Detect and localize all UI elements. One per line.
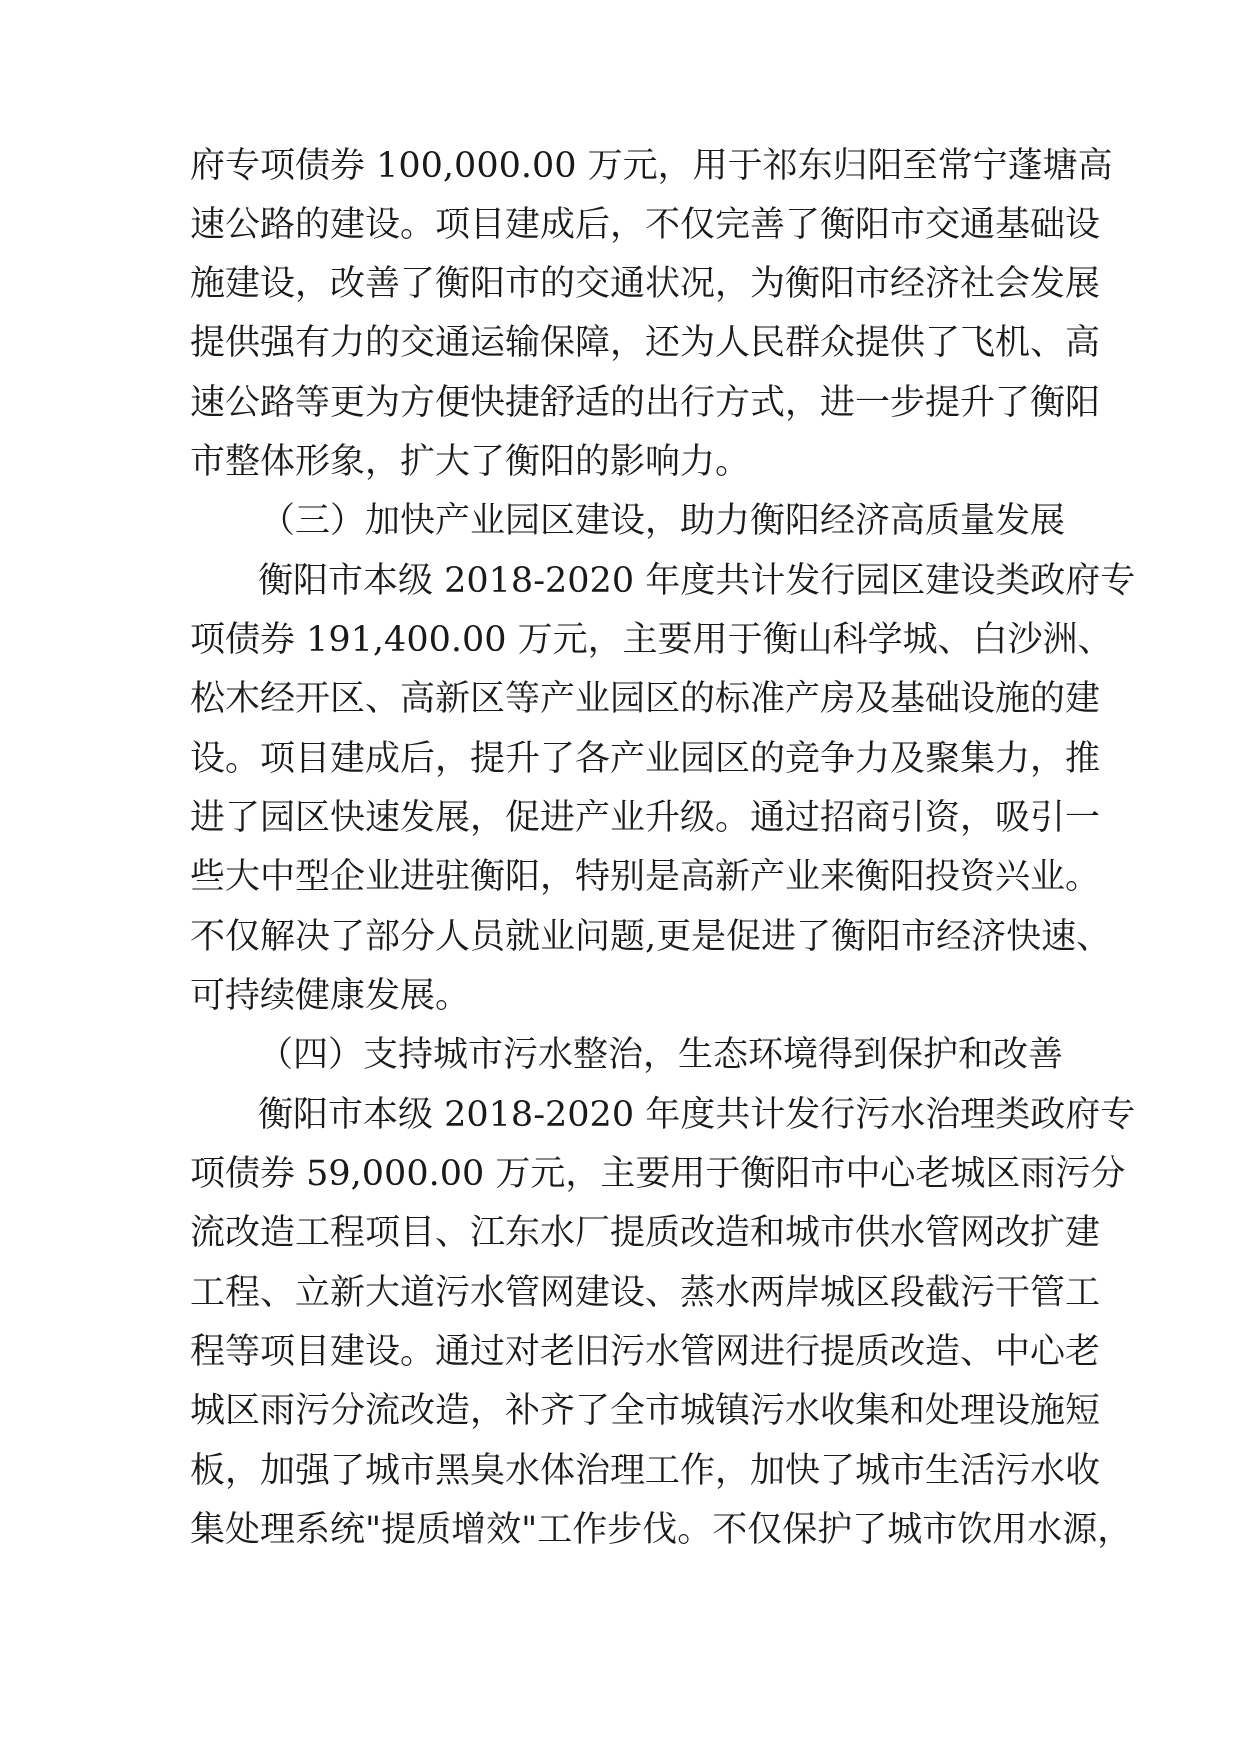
text-line: 松木经开区、高新区等产业园区的标准产房及基础设施的建: [190, 679, 1101, 719]
text-line: 速公路等更为方便快捷舒适的出行方式，进一步提升了衡阳: [190, 383, 1101, 423]
text-line: 施建设，改善了衡阳市的交通状况，为衡阳市经济社会发展: [190, 264, 1101, 304]
text-line: 些大中型企业进驻衡阳，特别是高新产业来衡阳投资兴业。: [190, 857, 1101, 897]
text-line: 流改造工程项目、江东水厂提质改造和城市供水管网改扩建: [190, 1213, 1101, 1253]
section-heading: （三）加快产业园区建设，助力衡阳经济高质量发展: [260, 501, 1066, 541]
text-line: 集处理系统"提质增效"工作步伐。不仅保护了城市饮用水源，: [190, 1510, 1133, 1550]
text-line: 速公路的建设。项目建成后，不仅完善了衡阳市交通基础设: [190, 205, 1101, 245]
text-line: 可持续健康发展。: [190, 976, 471, 1016]
text-line: 衡阳市本级 2018-2020 年度共计发行污水治理类政府专: [258, 1095, 1136, 1135]
text-line: 设。项目建成后，提升了各产业园区的竞争力及聚集力，推: [190, 739, 1101, 779]
text-line: 程等项目建设。通过对老旧污水管网进行提质改造、中心老: [190, 1332, 1101, 1372]
text-line: 进了园区快速发展，促进产业升级。通过招商引资，吸引一: [190, 798, 1101, 838]
section-heading: （四）支持城市污水整治，生态环境得到保护和改善: [258, 1035, 1064, 1075]
text-line: 不仅解决了部分人员就业问题,更是促进了衡阳市经济快速、: [190, 917, 1112, 957]
text-line: 板，加强了城市黑臭水体治理工作，加快了城市生活污水收: [190, 1451, 1101, 1491]
text-line: 衡阳市本级 2018-2020 年度共计发行园区建设类政府专: [258, 561, 1136, 601]
text-line: 市整体形象，扩大了衡阳的影响力。: [190, 442, 751, 482]
text-line: 工程、立新大道污水管网建设、蒸水两岸城区段截污干管工: [190, 1273, 1101, 1313]
text-line: 府专项债券 100,000.00 万元，用于祁东归阳至常宁蓬塘高: [190, 146, 1113, 186]
text-line: 提供强有力的交通运输保障，还为人民群众提供了飞机、高: [190, 323, 1101, 363]
text-line: 项债券 191,400.00 万元，主要用于衡山科学城、白沙洲、: [190, 620, 1113, 660]
text-line: 城区雨污分流改造，补齐了全市城镇污水收集和处理设施短: [190, 1391, 1101, 1431]
text-line: 项债券 59,000.00 万元，主要用于衡阳市中心老城区雨污分: [190, 1154, 1126, 1194]
